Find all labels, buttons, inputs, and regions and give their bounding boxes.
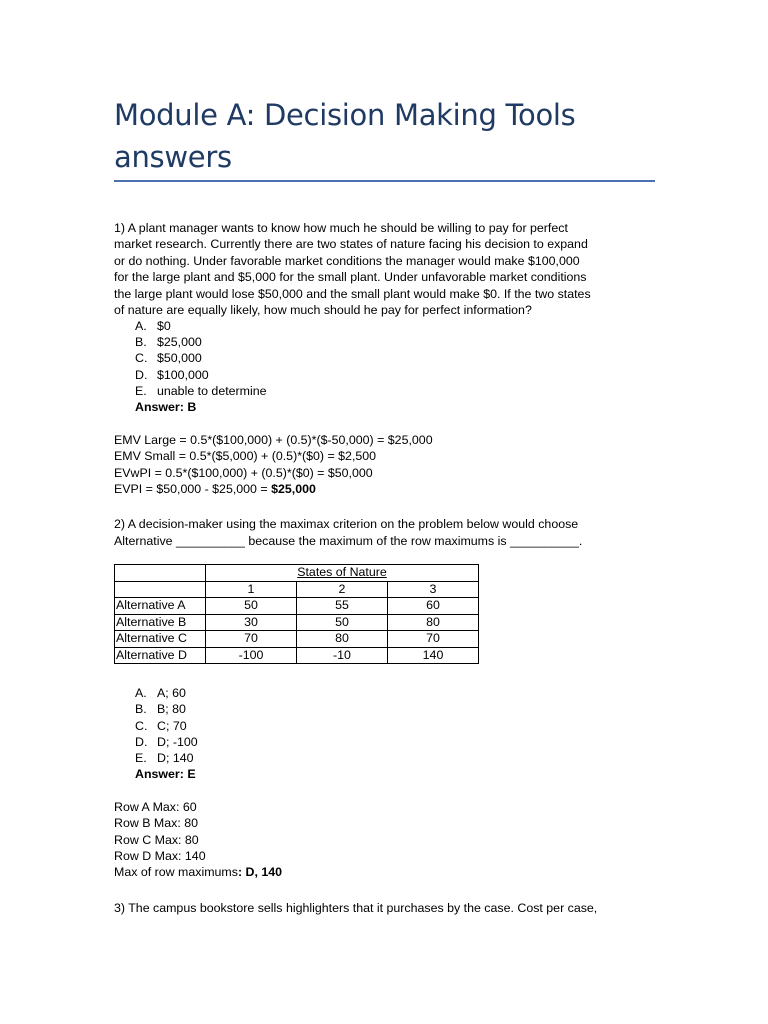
title-rule [114,180,655,182]
option-text: C; 70 [157,719,187,733]
table-row [115,614,479,631]
q1-option-e [135,383,267,399]
q1-option-a [135,318,171,334]
table-cell: -10 [297,647,388,664]
q1-option-b [135,334,202,350]
table-cell: 70 [206,631,297,648]
q1-line-5: the large plant would lose $50,000 and the small plant would make $0. If the two states [114,287,591,301]
option-text: $0 [157,319,171,333]
evpi-result: $25,000 [271,482,316,496]
q1-work-1: EMV Large = 0.5*($100,000) + (0.5)*($-50,000) = $25,000 [114,433,433,447]
table-cell [115,581,206,598]
q2-option-e [135,750,194,766]
q1-option-d [135,367,209,383]
option-letter: E. [135,751,147,765]
option-text: D; -100 [157,735,198,749]
q2-option-d [135,734,198,750]
option-letter: D. [135,735,148,749]
table-row [115,647,479,664]
q1-evpi [114,481,316,497]
payoff-table [114,564,479,664]
table-row [115,631,479,648]
q1-line-2: market research. Currently there are two states of nature facing his decision to expand [114,237,588,251]
row-label: Alternative C [115,631,206,648]
title-line-2: answers [114,140,232,174]
table-corner [115,565,206,582]
q2-answer: Answer: E [135,767,196,781]
q1-option-c [135,350,202,366]
table-cell: 50 [297,614,388,631]
evpi-text: EVPI = $50,000 - $25,000 = [114,482,272,496]
q2-work-2: Row B Max: 80 [114,816,199,830]
max-text: Max of row maximums [114,865,238,879]
q1-work-2: EMV Small = 0.5*($5,000) + (0.5)*($0) = $2,500 [114,449,377,463]
table-cell: 60 [388,598,479,615]
q2-line-2: Alternative __________ because the maximum of the row maximums is __________. [114,534,583,548]
q1-line-1: 1) A plant manager wants to know how much he should be willing to pay for perfect [114,221,568,235]
option-text: unable to determine [157,384,267,398]
page-title [114,94,659,178]
q1-work-3: EVwPI = 0.5*($100,000) + (0.5)*($0) = $50,000 [114,466,373,480]
table-cell: 80 [388,614,479,631]
row-label: Alternative A [115,598,206,615]
option-text: B; 80 [157,702,186,716]
option-text: D; 140 [157,751,194,765]
max-result: : D, 140 [237,865,283,879]
col-header: 1 [206,581,297,598]
q3-line-1: 3) The campus bookstore sells highlighters that it purchases by the case. Cost per case, [114,901,598,915]
q2-option-b [135,701,186,717]
q2-max-row [114,864,282,880]
option-text: $25,000 [157,335,202,349]
title-line-1: Module A: Decision Making Tools [114,98,576,132]
table-cell: -100 [206,647,297,664]
col-header: 2 [297,581,388,598]
q1-line-3: or do nothing. Under favorable market conditions the manager would make $100,000 [114,254,580,268]
q2-work-3: Row C Max: 80 [114,833,199,847]
table-cell: 55 [297,598,388,615]
q2-line-1: 2) A decision-maker using the maximax criterion on the problem below would choose [114,517,579,531]
option-letter: A. [135,319,147,333]
states-header: States of Nature [297,565,387,580]
option-letter: B. [135,702,147,716]
table-cell: 70 [388,631,479,648]
table-header [206,565,479,582]
option-text: A; 60 [157,686,186,700]
option-letter: D. [135,368,148,382]
option-text: $50,000 [157,351,202,365]
option-letter: E. [135,384,147,398]
option-letter: B. [135,335,147,349]
table-row [115,565,479,582]
col-header: 3 [388,581,479,598]
row-label: Alternative B [115,614,206,631]
row-label: Alternative D [115,647,206,664]
q2-work-4: Row D Max: 140 [114,849,206,863]
option-letter: C. [135,719,148,733]
q2-option-c [135,718,187,734]
q1-line-4: for the large plant and $5,000 for the small plant. Under unfavorable market conditions [114,270,587,284]
q1-line-6: of nature are equally likely, how much should he pay for perfect information? [114,303,532,317]
table-cell: 80 [297,631,388,648]
table-cell: 50 [206,598,297,615]
table-cell: 140 [388,647,479,664]
table-row [115,598,479,615]
option-letter: A. [135,686,147,700]
q1-answer: Answer: B [135,400,197,414]
q2-option-a [135,685,186,701]
table-row [115,581,479,598]
option-letter: C. [135,351,148,365]
q2-work-1: Row A Max: 60 [114,800,197,814]
option-text: $100,000 [157,368,209,382]
table-cell: 30 [206,614,297,631]
